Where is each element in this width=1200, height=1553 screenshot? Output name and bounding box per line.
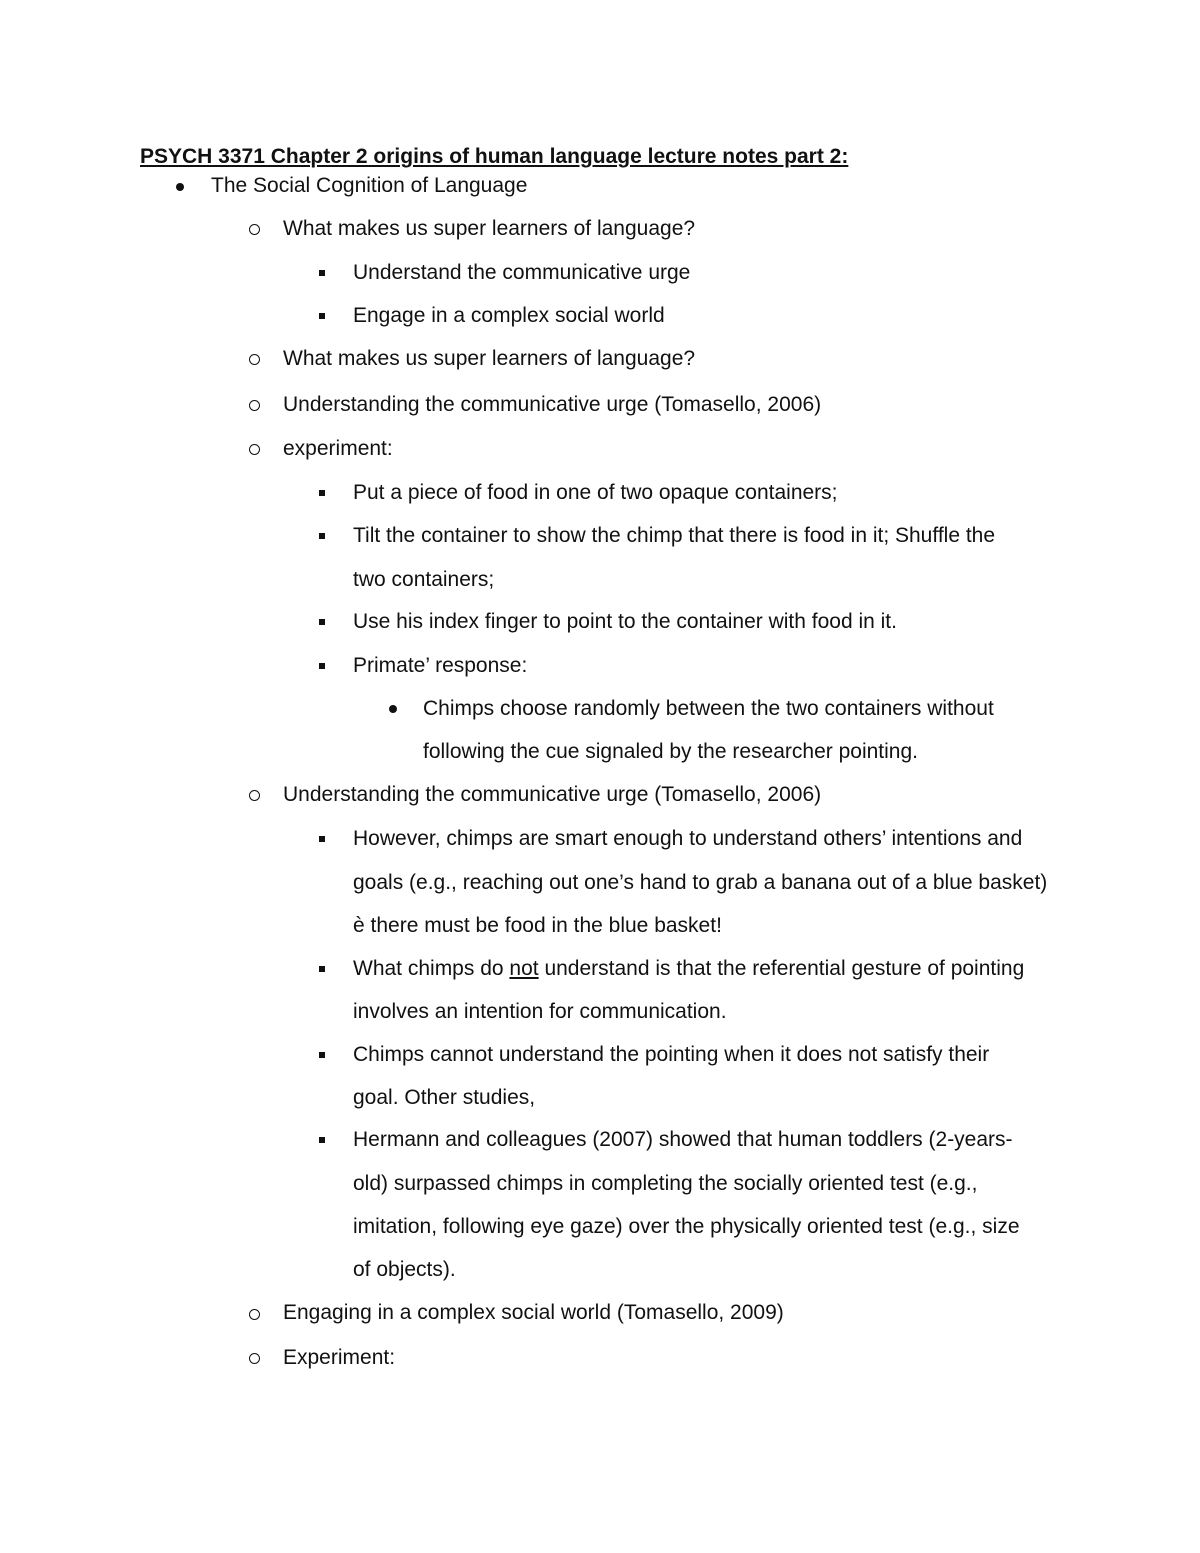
bullet-circle-icon [249, 790, 260, 801]
list-item-continuation: goals (e.g., reaching out one’s hand to grab a banana out of a blue basket) [353, 871, 1048, 894]
bullet-disc-icon [176, 183, 184, 191]
list-item-continuation: goal. Other studies, [353, 1086, 536, 1109]
bullet-square-icon [319, 533, 325, 539]
list-item-continuation: following the cue signaled by the researcher pointing. [423, 740, 918, 763]
bullet-square-icon [319, 966, 325, 972]
list-item: Engaging in a complex social world (Tomasello, 2009) [283, 1301, 784, 1324]
list-item-continuation: è there must be food in the blue basket! [353, 914, 722, 937]
list-item: The Social Cognition of Language [211, 174, 528, 197]
list-item: Put a piece of food in one of two opaque containers; [353, 481, 838, 504]
document-title: PSYCH 3371 Chapter 2 origins of human language lecture notes part 2: [140, 145, 849, 168]
bullet-square-icon [319, 270, 325, 276]
bullet-square-icon [319, 490, 325, 496]
list-item: What makes us super learners of language? [283, 217, 696, 240]
bullet-circle-icon [249, 400, 260, 411]
bullet-circle-icon [249, 1353, 260, 1364]
bullet-square-icon [319, 663, 325, 669]
bullet-circle-icon [249, 354, 260, 365]
list-item-continuation: imitation, following eye gaze) over the physically oriented test (e.g., size [353, 1215, 1020, 1238]
list-item: Hermann and colleagues (2007) showed that human toddlers (2-years- [353, 1128, 1013, 1151]
list-item: Understanding the communicative urge (Tomasello, 2006) [283, 783, 822, 806]
list-item: Understand the communicative urge [353, 261, 691, 284]
bullet-disc-icon [389, 705, 397, 713]
list-item-continuation: old) surpassed chimps in completing the socially oriented test (e.g., [353, 1172, 978, 1195]
list-item: However, chimps are smart enough to understand others’ intentions and [353, 827, 1023, 850]
bullet-square-icon [319, 1052, 325, 1058]
list-item: Engage in a complex social world [353, 304, 665, 327]
list-item: Chimps choose randomly between the two containers without [423, 697, 994, 720]
list-item: Chimps cannot understand the pointing when it does not satisfy their [353, 1043, 990, 1066]
bullet-square-icon [319, 619, 325, 625]
bullet-circle-icon [249, 444, 260, 455]
list-item: What chimps do not understand is that the referential gesture of pointing [353, 957, 1025, 980]
list-item: What makes us super learners of language? [283, 347, 696, 370]
list-item: Primate’ response: [353, 654, 528, 677]
list-item: experiment: [283, 437, 393, 460]
list-item: Tilt the container to show the chimp that there is food in it; Shuffle the [353, 524, 996, 547]
bullet-square-icon [319, 313, 325, 319]
list-item-continuation: of objects). [353, 1258, 456, 1281]
bullet-circle-icon [249, 224, 260, 235]
list-item-continuation: involves an intention for communication. [353, 1000, 727, 1023]
list-item: Use his index finger to point to the container with food in it. [353, 610, 897, 633]
bullet-circle-icon [249, 1309, 260, 1320]
list-item: Understanding the communicative urge (Tomasello, 2006) [283, 393, 822, 416]
bullet-square-icon [319, 836, 325, 842]
list-item: Experiment: [283, 1346, 396, 1369]
underlined-word: not [509, 957, 539, 980]
bullet-square-icon [319, 1137, 325, 1143]
list-item-continuation: two containers; [353, 568, 495, 591]
